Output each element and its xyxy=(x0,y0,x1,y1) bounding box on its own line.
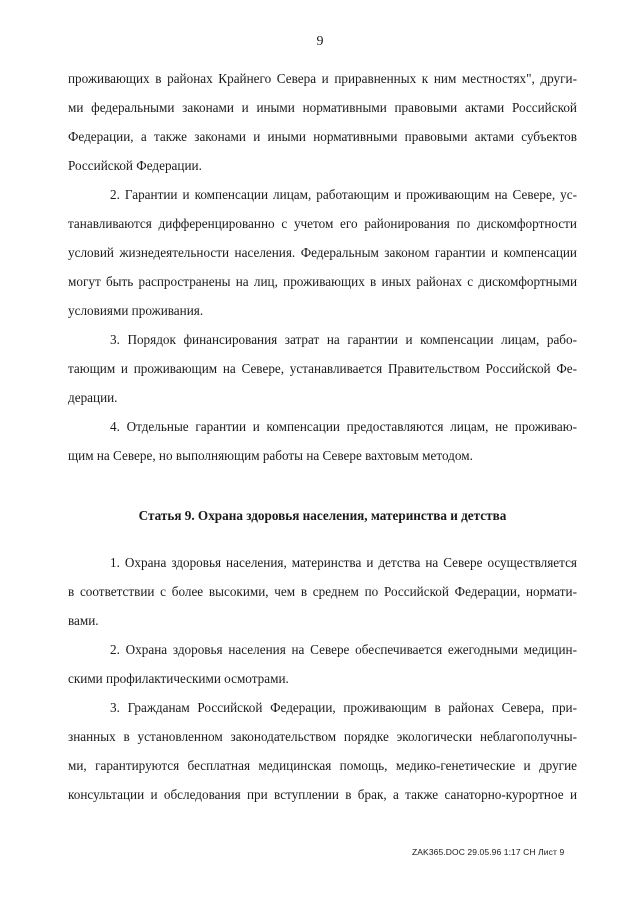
text-line: в соответствии с более высокими, чем в среднем по Российской Федерации, нормати- xyxy=(68,584,577,599)
text-line: могут быть распространены на лиц, проживающих в иных районах с дискомфортными xyxy=(68,274,577,289)
page-number: 9 xyxy=(316,34,324,49)
text-line: 2. Охрана здоровья населения на Севере обеспечивается ежегодными медицин- xyxy=(110,642,577,657)
text-line: Федерации, а также законами и иными нормативными правовыми актами субъектов xyxy=(68,129,577,144)
text-line: Российской Федерации. xyxy=(68,158,202,173)
article-heading: Статья 9. Охрана здоровья населения, материнства и детства xyxy=(138,508,507,523)
text-line: проживающих в районах Крайнего Севера и приравненных к ним местностях", други- xyxy=(68,71,577,86)
text-line: 2. Гарантии и компенсации лицам, работающим и проживающим на Севере, ус- xyxy=(110,187,577,202)
text-line: вами. xyxy=(68,613,99,628)
text-line: 1. Охрана здоровья населения, материнства и детства на Севере осуществляется xyxy=(110,555,577,570)
text-line: танавливаются дифференцированно с учетом его районирования по дискомфортности xyxy=(68,216,577,231)
text-line: щим на Севере, но выполняющим работы на Севере вахтовым методом. xyxy=(68,448,473,463)
text-line: 3. Гражданам Российской Федерации, проживающим в районах Севера, при- xyxy=(110,700,577,715)
text-line: дерации. xyxy=(68,390,118,405)
text-line: 3. Порядок финансирования затрат на гарантии и компенсации лицам, рабо- xyxy=(110,332,577,347)
text-line: 4. Отдельные гарантии и компенсации предоставляются лицам, не проживаю- xyxy=(110,419,577,434)
text-line: ми, гарантируются бесплатная медицинская помощь, медико-генетические и другие xyxy=(68,758,577,773)
text-line: тающим и проживающим на Севере, устанавливается Правительством Российской Фе- xyxy=(68,361,577,376)
body-text-lower xyxy=(68,548,577,809)
text-line: консультации и обследования при вступлении в брак, а также санаторно-курортное и xyxy=(68,787,577,802)
text-line: условиями проживания. xyxy=(68,303,204,318)
text-line: ми федеральными законами и иными нормативными правовыми актами Российской xyxy=(68,100,577,115)
document-footer: ZAK365.DOC 29.05.96 1:17 CH Лист 9 xyxy=(412,847,565,857)
body-text-upper xyxy=(68,64,577,470)
text-line: скими профилактическими осмотрами. xyxy=(68,671,289,686)
text-line: знанных в установленном законодательством порядке экологически неблагополучны- xyxy=(68,729,577,744)
text-line: условий жизнедеятельности населения. Федеральным законом гарантии и компенсации xyxy=(68,245,577,260)
